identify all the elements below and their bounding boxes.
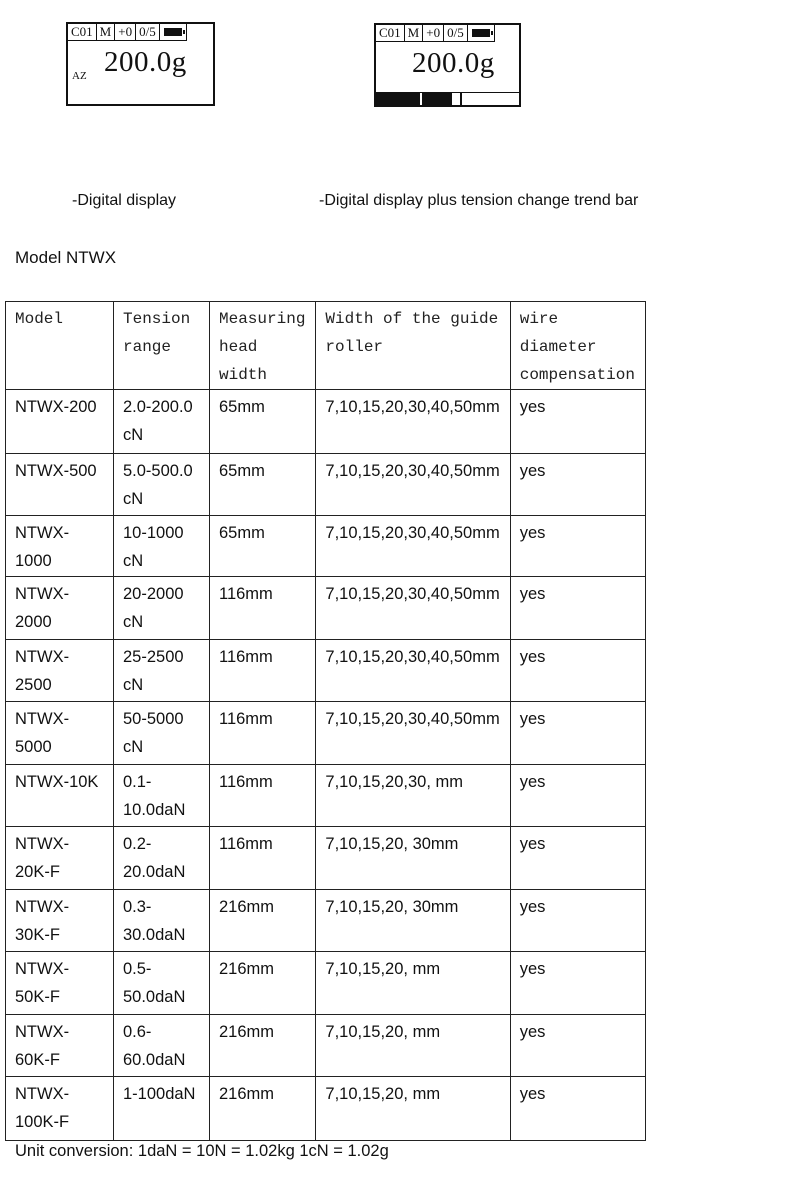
cell-model: NTWX-500 xyxy=(6,454,114,516)
cell-model: NTWX-5000 xyxy=(6,702,114,765)
offset-indicator: +0 xyxy=(423,25,444,42)
digital-display-caption: -Digital display xyxy=(72,192,177,209)
cell-roller-width: 7,10,15,20,30,40,50mm xyxy=(316,640,510,702)
table-row xyxy=(6,827,646,890)
table-row xyxy=(6,454,646,516)
channel-indicator: C01 xyxy=(376,25,405,42)
table-row xyxy=(6,702,646,765)
column-header-roller-width: Width of the guide roller xyxy=(316,302,510,390)
display-status-bar xyxy=(376,25,495,42)
count-indicator: 0/5 xyxy=(444,25,468,42)
cell-tension-range: 0.6-60.0daN xyxy=(114,1015,210,1077)
cell-wire-compensation: yes xyxy=(510,390,645,454)
cell-wire-compensation: yes xyxy=(510,890,645,952)
cell-head-width: 65mm xyxy=(210,390,316,454)
table-row xyxy=(6,577,646,640)
spec-table xyxy=(5,301,646,1141)
cell-head-width: 116mm xyxy=(210,640,316,702)
cell-tension-range: 0.1-10.0daN xyxy=(114,765,210,827)
cell-head-width: 216mm xyxy=(210,890,316,952)
channel-indicator: C01 xyxy=(68,24,97,41)
cell-wire-compensation: yes xyxy=(510,516,645,577)
cell-tension-range: 0.5-50.0daN xyxy=(114,952,210,1015)
cell-wire-compensation: yes xyxy=(510,952,645,1015)
cell-model: NTWX-30K-F xyxy=(6,890,114,952)
cell-tension-range: 2.0-200.0 cN xyxy=(114,390,210,454)
cell-roller-width: 7,10,15,20,30,40,50mm xyxy=(316,454,510,516)
trend-display-caption: -Digital display plus tension change trend bar xyxy=(319,192,639,209)
cell-head-width: 65mm xyxy=(210,454,316,516)
table-header-row xyxy=(6,302,646,390)
cell-head-width: 216mm xyxy=(210,952,316,1015)
display-reading: 200.0g xyxy=(412,47,495,79)
column-header-model: Model xyxy=(6,302,114,390)
cell-roller-width: 7,10,15,20, 30mm xyxy=(316,890,510,952)
auto-zero-indicator: AZ xyxy=(72,70,87,82)
cell-head-width: 216mm xyxy=(210,1077,316,1141)
cell-tension-range: 0.3-30.0daN xyxy=(114,890,210,952)
count-indicator: 0/5 xyxy=(136,24,160,41)
cell-wire-compensation: yes xyxy=(510,702,645,765)
mode-indicator: M xyxy=(97,24,116,41)
cell-model: NTWX-2500 xyxy=(6,640,114,702)
cell-roller-width: 7,10,15,20,30,40,50mm xyxy=(316,702,510,765)
cell-tension-range: 0.2-20.0daN xyxy=(114,827,210,890)
cell-head-width: 216mm xyxy=(210,1015,316,1077)
cell-roller-width: 7,10,15,20,30, mm xyxy=(316,765,510,827)
column-header-tension-range: Tension range xyxy=(114,302,210,390)
column-header-wire-compensation: wire diameter compensation xyxy=(510,302,645,390)
display-status-bar xyxy=(68,24,187,41)
cell-roller-width: 7,10,15,20,30,40,50mm xyxy=(316,577,510,640)
tension-trend-bar xyxy=(376,92,519,105)
cell-model: NTWX-100K-F xyxy=(6,1077,114,1141)
trend-display-illustration xyxy=(374,23,521,107)
cell-tension-range: 25-2500 cN xyxy=(114,640,210,702)
cell-roller-width: 7,10,15,20,30,40,50mm xyxy=(316,390,510,454)
table-row xyxy=(6,390,646,454)
model-heading: Model NTWX xyxy=(15,248,117,267)
table-row xyxy=(6,1077,646,1141)
cell-roller-width: 7,10,15,20, mm xyxy=(316,1015,510,1077)
table-row xyxy=(6,890,646,952)
trend-bar-fill xyxy=(376,93,452,105)
cell-model: NTWX-60K-F xyxy=(6,1015,114,1077)
cell-wire-compensation: yes xyxy=(510,1015,645,1077)
trend-bar-end-mark xyxy=(460,93,462,105)
cell-wire-compensation: yes xyxy=(510,765,645,827)
cell-head-width: 116mm xyxy=(210,765,316,827)
cell-roller-width: 7,10,15,20, mm xyxy=(316,952,510,1015)
table-row xyxy=(6,952,646,1015)
cell-model: NTWX-2000 xyxy=(6,577,114,640)
table-row xyxy=(6,516,646,577)
cell-model: NTWX-20K-F xyxy=(6,827,114,890)
battery-icon xyxy=(160,24,187,41)
cell-tension-range: 50-5000 cN xyxy=(114,702,210,765)
cell-roller-width: 7,10,15,20, mm xyxy=(316,1077,510,1141)
cell-model: NTWX-1000 xyxy=(6,516,114,577)
digital-display-illustration xyxy=(66,22,215,106)
unit-conversion-note: Unit conversion: 1daN = 10N = 1.02kg 1cN = 1.02g xyxy=(15,1142,389,1160)
cell-head-width: 65mm xyxy=(210,516,316,577)
cell-wire-compensation: yes xyxy=(510,454,645,516)
table-row xyxy=(6,1015,646,1077)
battery-icon xyxy=(468,25,495,42)
cell-wire-compensation: yes xyxy=(510,577,645,640)
table-row xyxy=(6,765,646,827)
cell-tension-range: 1-100daN xyxy=(114,1077,210,1141)
mode-indicator: M xyxy=(405,25,424,42)
table-row xyxy=(6,640,646,702)
display-reading: 200.0g xyxy=(104,46,187,78)
cell-wire-compensation: yes xyxy=(510,1077,645,1141)
cell-roller-width: 7,10,15,20, 30mm xyxy=(316,827,510,890)
cell-wire-compensation: yes xyxy=(510,827,645,890)
cell-tension-range: 20-2000 cN xyxy=(114,577,210,640)
cell-model: NTWX-200 xyxy=(6,390,114,454)
cell-head-width: 116mm xyxy=(210,702,316,765)
cell-model: NTWX-50K-F xyxy=(6,952,114,1015)
column-header-head-width: Measuring head width xyxy=(210,302,316,390)
cell-tension-range: 10-1000 cN xyxy=(114,516,210,577)
trend-center-mark xyxy=(420,93,422,105)
cell-wire-compensation: yes xyxy=(510,640,645,702)
cell-tension-range: 5.0-500.0 cN xyxy=(114,454,210,516)
cell-roller-width: 7,10,15,20,30,40,50mm xyxy=(316,516,510,577)
cell-head-width: 116mm xyxy=(210,577,316,640)
offset-indicator: +0 xyxy=(115,24,136,41)
cell-head-width: 116mm xyxy=(210,827,316,890)
cell-model: NTWX-10K xyxy=(6,765,114,827)
